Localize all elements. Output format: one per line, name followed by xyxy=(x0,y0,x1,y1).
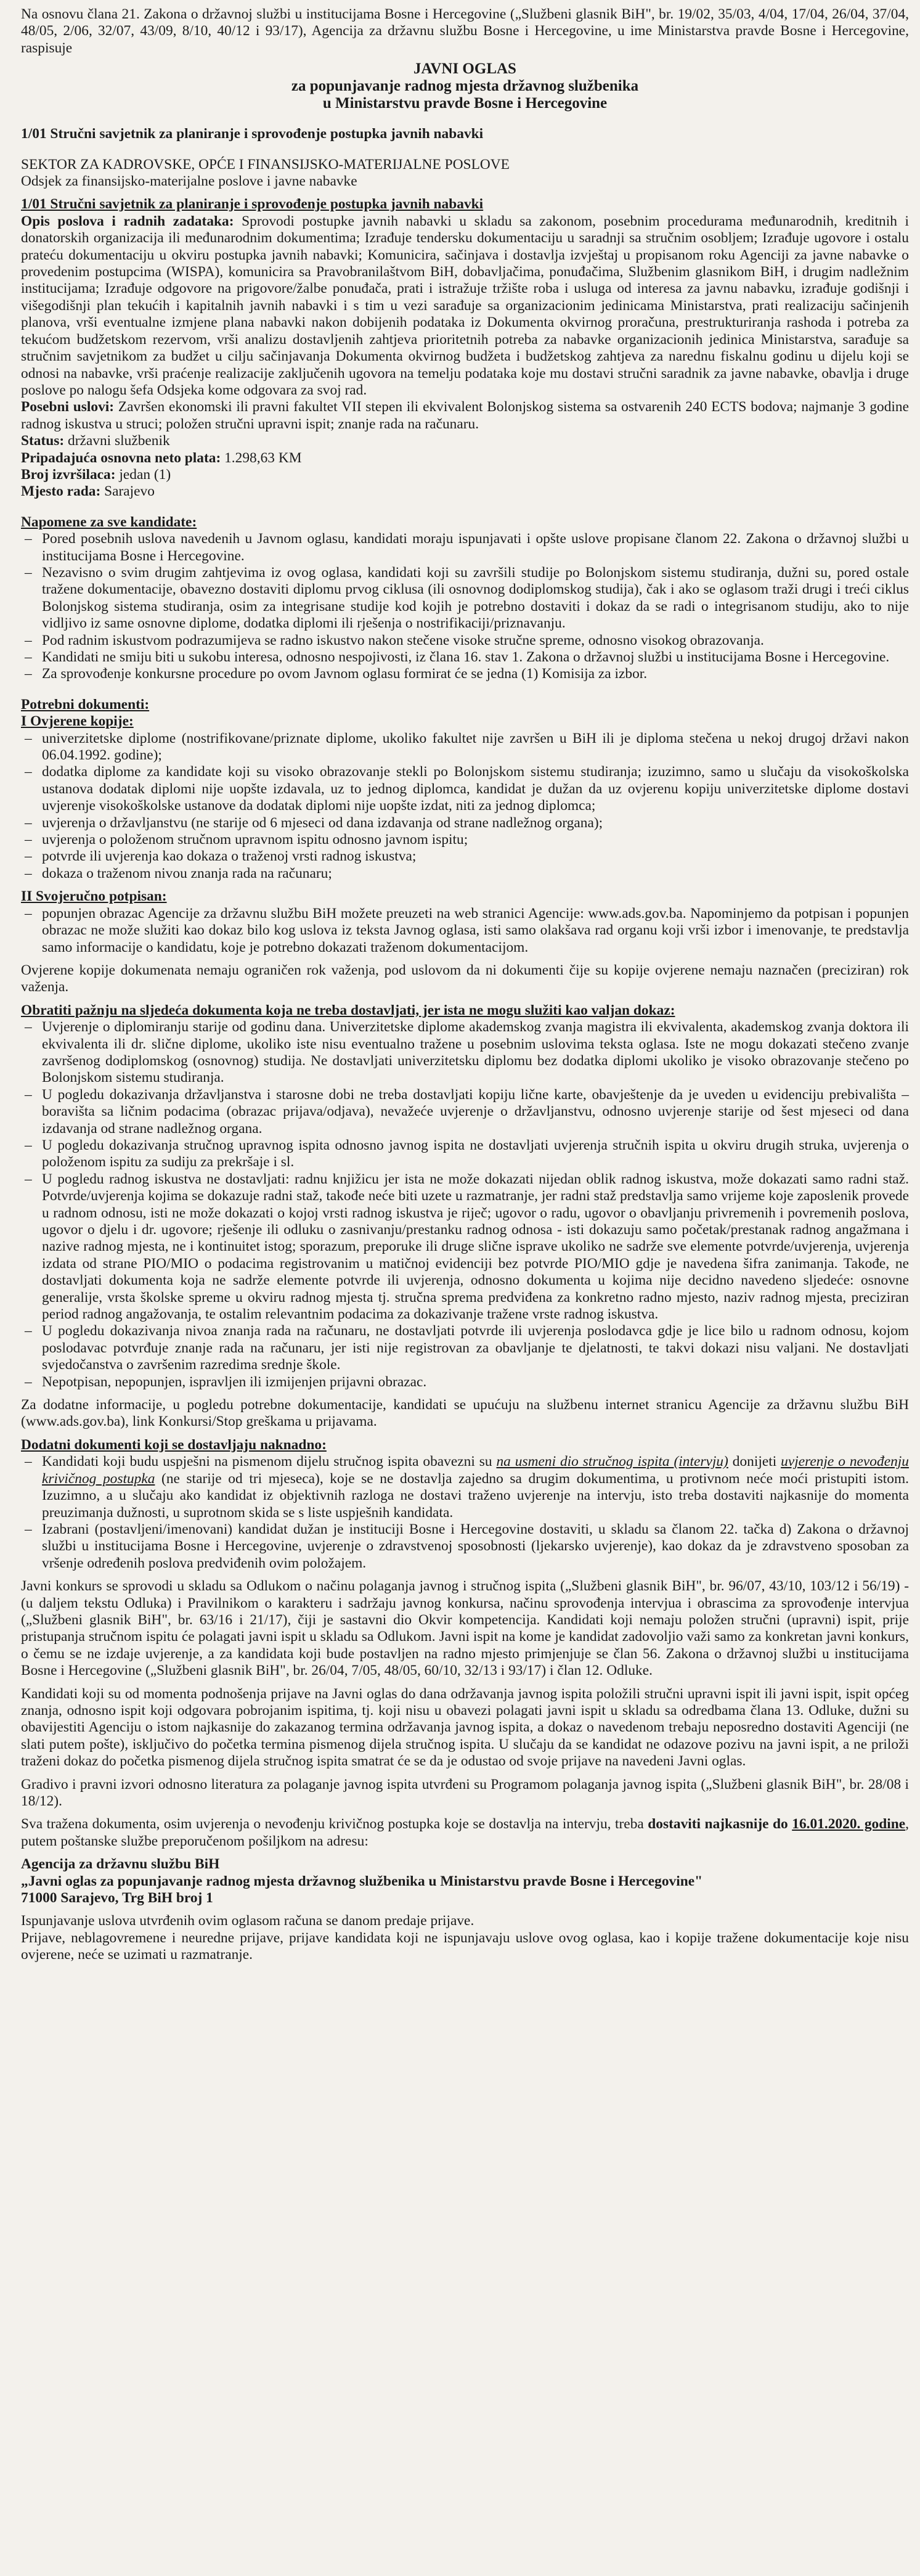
notes-list xyxy=(21,531,909,683)
deadline-emphasis: dostaviti najkasnije do xyxy=(648,1816,792,1833)
notes-item: – Pod radnim iskustvom podrazumijeva se radno iskustvo nakon stečene visoke stručne spreme, odnosno visokog obrazovanja. xyxy=(42,632,909,649)
certified-copies-list xyxy=(21,730,909,883)
salary-value: 1.298,63 KM xyxy=(221,449,302,466)
certified-copy-item: – uvjerenja o položenom stručnom upravnom ispitu odnosno javnom ispitu; xyxy=(42,832,909,848)
conditions-text: Završen ekonomski ili pravni fakultet VII stepen ili ekvivalent Bolonjskog sistema sa ostvarenih 240 ECTS bodova; najmanje 3 godine radnog iskustva u struci; položen stručni upravni ispit; znanje rada na računaru. xyxy=(21,399,909,432)
later-docs-heading: Dodatni dokumenti koji se dostavljaju naknadno: xyxy=(21,1436,327,1453)
later-doc-text: (ne starije od tri mjeseca), koje se ne dostavlja zajedno sa drugim dokumentima, u protivnom neće moći pristupiti istom. Izuzimno, a u slučaju ako kandidat iz objektivnih razloga ne dostavi traženo uvjerenje na intervju, isto treba dostaviti najkasnije do momenta preuzimanja dužnosti, u suprotnom skida se s liste uspješnih kandidata. xyxy=(42,1470,910,1521)
announcement-title: JAVNI OGLAS xyxy=(413,60,516,78)
later-doc-text: donijeti xyxy=(728,1454,781,1470)
announcement-subtitle: za popunjavanje radnog mjesta državnog službenika xyxy=(291,78,639,95)
location-value: Sarajevo xyxy=(100,483,155,500)
attention-item: – U pogledu dokazivanja državljanstva i starosne dobi ne treba dostavljati kopiju lične karte, obavještenje da je uveden u evidenciju prebivališta – boravišta sa ličnim podacima (obrazac prijava/odjava), nevažeće uvjerenje o državljanstvu, odnosno uvjerenje starije od šest mjeseci od dana izdavanja od strane nadležnog organa. xyxy=(42,1087,909,1137)
later-doc-emphasis: na usmeni dio stručnog ispita (intervju) xyxy=(496,1454,728,1470)
notes-heading: Napomene za sve kandidate: xyxy=(21,513,197,530)
attention-item: – U pogledu radnog iskustva ne dostavljati: radnu knjižicu jer ista ne može dokazati nijedan oblik radnog iskustva, može dokazati samo radni staž. Potvrde/uvjerenja kojima se dokazuje radni staž, takođe neće biti uzete u razmatranje, jer radni staž predstavlja samo vrijeme koje zaposlenik provede u radnom odnosu, isti ne može dokazati o kojoj vrsti radnog iskustva je riječ; ugovor o radu, ugovor o obavljanju privremenih i povremenih poslova, ugovor o djelu i dr. ugovore; rješenje ili odluku o zasnivanju/prestanku radnog odnosa - isti dokazuju samo početak/prestanak radnog angažmana i nazive radnog mjesta, ne i kontinuitet istog; sporazum, preporuke ili druge slične isprave ukoliko ne sadrže sve elemente potvrde/uvjerenja, uvjerenja izdata od strane PIO/MIO o podacima registrovanim u matičnoj evidenciji bez potvrde PIO/MIO gdje je navedena šifra zanimanja. Takođe, ne dostavljati dokumenta koja ne sadrže elemente potvrde ili uvjerenja, odnosno dokumenta u kojima nije decidno navedeno sljedeće: osnovne generalije, vrsta školske spreme u okviru radnog mjesta tj. stručna sprema predviđena za konkretno radno mjesto, naziv radnog mjesta, preciziran period radnog angažovanja, te ostalim relevantnim podacima za dokazivanje tražene vrste radnog iskustva. xyxy=(42,1171,909,1323)
status-line xyxy=(21,433,909,449)
salary-line xyxy=(21,450,909,467)
duties-paragraph xyxy=(21,213,909,399)
notes-item: – Za sprovođenje konkursne procedure po ovom Javnom oglasu formirat će se jedna (1) Komisija za izbor. xyxy=(42,666,909,682)
certified-copy-item: – potvrde ili uvjerenja kao dokaza o traženoj vrsti radnog iskustva; xyxy=(42,848,909,865)
status-label: Status: xyxy=(21,433,65,449)
department-name: Odsjek za finansijsko-materijalne poslove i javne nabavke xyxy=(21,173,357,190)
later-doc-item xyxy=(42,1454,909,1521)
candidates-paragraph: Kandidati koji su od momenta podnošenja prijave na Javni oglas do dana održavanja javnog ispita položili stručni upravni ispit ili javni ispit, ispit općeg znanja, odnosno ispit koji odgovara pobrojanim ispitima, tj. koji nisu u obavezi polagati javni ispit u skladu sa odredbama člana 13. Odluke, dužni su obavijestiti Agenciju o istom najkasnije do zakazanog termina održavanja javnog ispita, a dokaz o navedenom trebaju neposredno dostaviti Agenciji (ne slati putem pošte), isključivo do početka termina pismenog dijela stručnog ispita. U slučaju da se kandidat ne odazove pozivu na javni ispit, a ne priloži traženi dokaz do početka pismenog dijela stručnog ispita smatrat će se da je odustao od svoje prijave na navedeni Javni oglas. xyxy=(21,1685,909,1770)
footer-note-1: Ispunjavanje uslova utvrđenih ovim oglasom računa se danom predaje prijave. xyxy=(21,1913,474,1929)
deadline-text-end: , putem poštanske službe preporučenom pošiljkom na adresu: xyxy=(21,1816,910,1849)
certified-copy-item: – dodatka diplome za kandidate koji su visoko obrazovanje stekli po Bolonjskom sistemu studiranja; izuzimno, samo u slučaju da visokoškolska ustanova dodatak diplomi nije uopšte izdavala, uz to jednog diplomca, kandidat je dužan da uz ovjerenu kopiju univerzitetske diplome dostavi uvjerenje visokoškolske ustanove da dodatak diplomi nije uopšte izdat, niti za jednog diplomca; xyxy=(42,764,909,814)
signed-heading: II Svojeručno potpisan: xyxy=(21,888,167,905)
position-heading: 1/01 Stručni savjetnik za planiranje i sprovođenje postupka javnih nabavki xyxy=(21,196,484,213)
later-doc-text: Kandidati koji budu uspješni na pismenom dijelu stručnog ispita obavezni su xyxy=(42,1454,497,1470)
notes-item: – Nezavisno o svim drugim zahtjevima iz ovog oglasa, kandidati koji su završili studije po Bolonjskom sistemu studiranja, dužni su, pored ostale tražene dokumentacije, obavezno dostaviti diplomu prvog ciklusa (ili osnovnog dodiplomskog studija), čak i ako se oglasom traži drugi i treći ciklus Bolonjskog sistema studiranja, osim za integrisane studije kod kojih je potrebno dostaviti i dokaz da se radi o integrisanom studiju, ako to nije vidljivo iz same osnovne diplome, dodatka diplomi ili rješenja o nostrifikaciji/priznavanju. xyxy=(42,565,909,632)
konkurs-paragraph: Javni konkurs se sprovodi u skladu sa Odlukom o načinu polaganja javnog i stručnog ispita („Službeni glasnik BiH", br. 96/07, 43/10, 103/12 i 56/19) - (u daljem tekstu Odluka) i Pravilnikom o karakteru i sadržaju javnog konkursa, načinu sprovođenja intervjua i obrascima za sprovođenje intervjua („Službeni glasnik BiH", br. 63/16 i 21/17), čiji je sastavni dio Okvir kompetencija. Kandidati koji nemaju položen stručni (upravni) ispit, prije pristupanja stručnom ispitu će polagati javni ispit u skladu sa Odlukom. Javni ispit na kome je kandidat zadovoljio važi samo za konkretan javni konkurs, o čemu se ne izdaje uvjerenje, a za kandidata koji bude postavljen na radno mjesto primjenjuje se član 56. Zakona o državnoj službi u institucijama Bosne i Hercegovine („Službeni glasnik BiH", br. 26/04, 7/05, 48/05, 60/10, 32/13 i 93/17) i član 12. Odluke. xyxy=(21,1578,909,1679)
attention-item: – Nepotpisan, nepopunjen, ispravljen ili izmijenjen prijavni obrazac. xyxy=(42,1374,909,1391)
validity-note: Ovjerene kopije dokumenata nemaju ograničen rok važenja, pod uslovom da ni dokumenti čije su kopije ovjerene nemaju naznačen (preciziran) rok važenja. xyxy=(21,962,909,996)
attention-heading: Obratiti pažnju na sljedeća dokumenta koja ne treba dostavljati, jer ista ne mogu služiti kao valjan dokaz: xyxy=(21,1002,675,1018)
conditions-paragraph xyxy=(21,399,909,433)
executors-label: Broj izvršilaca: xyxy=(21,466,116,483)
attention-item: – U pogledu dokazivanja stručnog upravnog ispita odnosno javnog ispita ne dostavljati uvjerenja stručnih ispita u okviru drugih struka, uvjerenja o položenom ispitu za sudiju za prekršaje i sl. xyxy=(42,1137,909,1171)
materials-paragraph: Gradivo i pravni izvori odnosno literatura za polaganje javnog ispita utvrđeni su Programom polaganja javnog ispita („Službeni glasnik BiH", br. 28/08 i 18/12). xyxy=(21,1776,909,1809)
salary-label: Pripadajuća osnovna neto plata: xyxy=(21,449,221,466)
deadline-date: 16.01.2020. godine xyxy=(792,1816,906,1833)
certified-copy-item: – uvjerenja o državljanstvu (ne starije od 6 mjeseci od dana izdavanja od strane nadležnog organa); xyxy=(42,815,909,832)
certified-copy-item: – univerzitetske diplome (nostrifikovane/priznate diplome, ukoliko fakultet nije završen u BiH ili je diploma stečena u nekoj drugoj državi nakon 06.04.1992. godine); xyxy=(42,730,909,764)
address-subject: „Javni oglas za popunjavanje radnog mjesta državnog službenika u Ministarstvu pravde Bosne i Hercegovine" xyxy=(21,1873,703,1889)
later-doc-emphasis: uvjerenje o nevođenju krivičnog postupka xyxy=(42,1454,909,1487)
attention-item: – Uvjerenje o diplomiranju starije od godinu dana. Univerzitetske diplome akademskog zvanja magistra ili ekvivalenta, akademskog zvanja doktora ili ekvivalenta ili dr. slične diplome, ukoliko iste nisu eventualno tražene u posebnim uslovima teksta oglasa. Iste ne mogu dokazati stečeno zvanje završenog dodiplomskog (osnovnog) studija. Ne dostavljati univerzitetsku diplomu bez dodatka diplomi ukoliko je visoko obrazovanje stečeno po Bolonjskom sistemu studiranja. xyxy=(42,1019,909,1087)
deadline-paragraph xyxy=(21,1816,909,1850)
footer-note-2: Prijave, neblagovremene i neuredne prijave, prijave kandidata koji ne ispunjavaju uslove ovog oglasa, kao i kopije tražene dokumentacije koje nisu ovjerene, neće se uzimati u razmatranje. xyxy=(21,1929,909,1963)
executors-line xyxy=(21,467,909,483)
docs-heading: Potrebni dokumenti: xyxy=(21,696,150,713)
sector-name: SEKTOR ZA KADROVSKE, OPĆE I FINANSIJSKO-MATERIJALNE POSLOVE xyxy=(21,156,510,173)
location-line xyxy=(21,483,909,500)
certified-copy-item: – dokaza o traženom nivou znanja rada na računaru; xyxy=(42,865,909,882)
address-agency: Agencija za državnu službu BiH xyxy=(21,1856,220,1873)
certified-copies-heading: I Ovjerene kopije: xyxy=(21,713,134,730)
conditions-label: Posebni uslovi: xyxy=(21,399,115,415)
status-value: državni službenik xyxy=(64,433,170,449)
signed-item: – popunjen obrazac Agencije za državnu službu BiH možete preuzeti na web stranici Agencije: www.ads.gov.ba. Napominjemo da potpisan i popunjen obrazac ne može služiti kao dokaz bilo kog uslova iz teksta Javnog oglasa, isti samo olakšava rad organu koji vrši izbor i imenovanje, te predstavlja samo informacije o kandidatu, koje je potrebno dokazati traženom dokumentacijom. xyxy=(42,906,909,956)
notes-item: – Kandidati ne smiju biti u sukobu interesa, odnosno nespojivosti, iz člana 16. stav 1. Zakona o državnoj službi u institucijama Bosne i Hercegovine. xyxy=(42,649,909,666)
duties-text: Sprovodi postupke javnih nabavki u skladu sa zakonom, posebnim procedurama međunarodnih, kreditnih i donatorskih organizacija ili međunarodnim dokumentima; Izrađuje tendersku dokumentaciju u saradnji sa stručnim osobljem; Izrađuje ugovore i ostalu prateću dokumentaciju u okviru postupka javnih nabavki; Komunicira, sačinjava i dostavlja izvještaj u propisanom roku Agenciji za javne nabavke o provedenim postupcima (WISPA), komunicira sa Pravobranilaštvom BiH, dobavljačima, ponuđačima, Službenim glasnikom BiH, i drugim nadležnim institucijama; Izrađuje odgovore na prigovore/žalbe ponuđača, prati i istražuje tržište roba i usluga od interesa za javnu nabavku, izrađuje godišnji i višegodišnji plan tekućih i kapitalnih javnih nabavki i s tim u vezi sarađuje sa organizacionim jedinicama Ministarstva, prati realizaciju sačinjenih planova, vrši eventualne izmjene plana nabavki nakon dobijenih podataka iz Dokumenta okvirnog proračuna, prestrukturiranja rashoda i potreba za tekućom budžetskom rezervom, vrši analizu dostavljenih zahtjeva prioritetnih potreba za nabavke organizacionih jedinica Ministarstva, sarađuje sa stručnim savjetnikom za budžet u cilju sačinjavanja Dokumenta okvirnog budžeta i budžetskog zahtjeva za narednu fiskalnu godinu u dijelu koji se odnosi na nabavke, vrši praćenje realizacije zaključenih ugovora na temelju podataka koje mu dostavi stručni saradnik za javne nabavke, obavlja i druge poslove po nalogu šefa Odsjeka kome odgovara za svoj rad. xyxy=(21,213,910,398)
notes-item: – Pored posebnih uslova navedenih u Javnom oglasu, kandidati moraju ispunjavati i opšte uslove propisane članom 22. Zakona o državnoj službi u institucijama Bosne i Hercegovine. xyxy=(42,531,909,565)
deadline-text: Sva tražena dokumenta, osim uvjerenja o nevođenju krivičnog postupka koje se dostavlja na intervju, treba xyxy=(21,1816,648,1833)
additional-info: Za dodatne informacije, u pogledu potrebne dokumentacije, kandidati se upućuju na službenu internet stranicu Agencije za državnu službu BiH (www.ads.gov.ba), link Konkursi/Stop greškama u prijavama. xyxy=(21,1397,909,1430)
location-label: Mjesto rada: xyxy=(21,483,101,500)
later-docs-list xyxy=(21,1454,909,1572)
later-doc-item: – Izabrani (postavljeni/imenovani) kandidat dužan je instituciji Bosne i Hercegovine dostaviti, u skladu sa članom 22. tačka d) Zakona o državnoj službi u institucijama Bosne i Hercegovine, uvjerenje o zdravstvenoj sposobnosti (ljekarsko uvjerenje), kao dokaz da je zdravstveno sposoban za vršenje određenih poslova predviđenih ovim položajem. xyxy=(42,1521,909,1572)
signed-list xyxy=(21,906,909,956)
attention-item: – U pogledu dokazivanja nivoa znanja rada na računaru, ne dostavljati potvrde ili uvjerenja poslodavca gdje je lice bilo u radnom odnosu, kojom poslodavac potvrđuje znanje rada na računaru, jer isti nije registrovan za obavljanje te djelatnosti, te takvi dokazi nisu valjani. Ne dostavljati svjedočanstva o završenim razredima srednje škole. xyxy=(42,1323,909,1373)
intro-paragraph: Na osnovu člana 21. Zakona o državnoj službi u institucijama Bosne i Hercegovine („Službeni glasnik BiH", br. 19/02, 35/03, 4/04, 17/04, 26/04, 37/04, 48/05, 2/06, 32/07, 43/09, 8/10, 40/12 i 93/17), Agencija za državnu službu Bosne i Hercegovine, u ime Ministarstva pravde Bosne i Hercegovine, raspisuje xyxy=(21,6,909,56)
attention-list xyxy=(21,1019,909,1391)
address-city: 71000 Sarajevo, Trg BiH broj 1 xyxy=(21,1890,213,1907)
position-title: 1/01 Stručni savjetnik za planiranje i sprovođenje postupka javnih nabavki xyxy=(21,126,484,142)
duties-label: Opis poslova i radnih zadataka: xyxy=(21,213,234,229)
announcement-ministry: u Ministarstvu pravde Bosne i Hercegovine xyxy=(322,95,608,112)
executors-value: jedan (1) xyxy=(115,466,171,483)
